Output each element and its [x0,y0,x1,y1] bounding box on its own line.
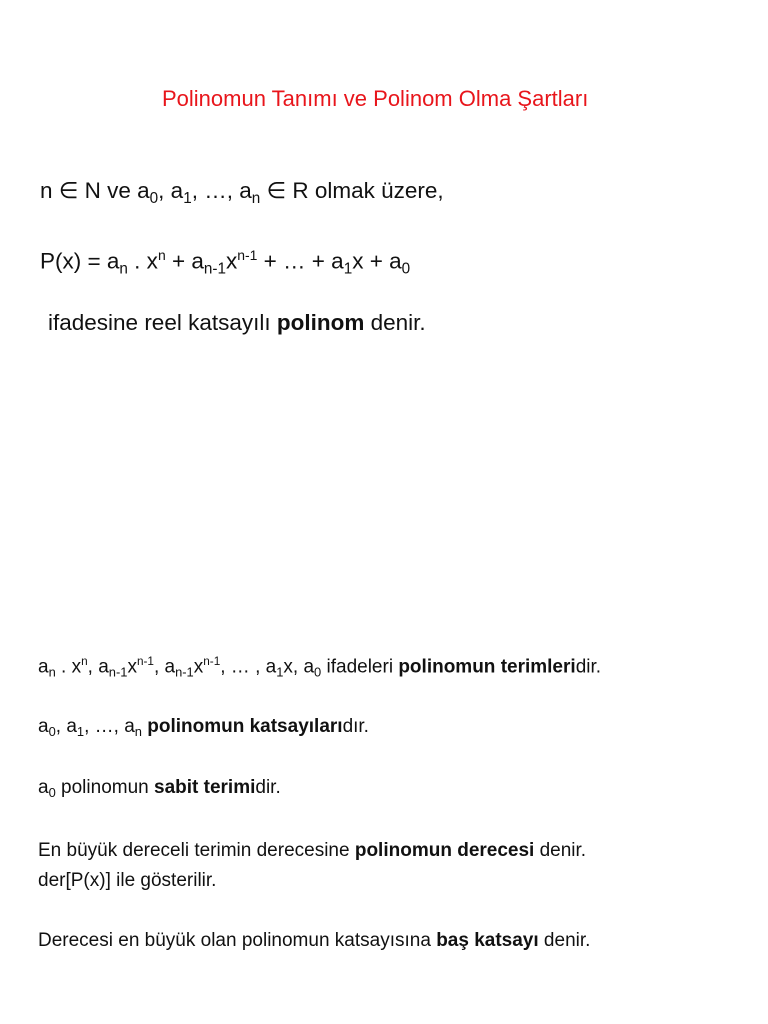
leading-coefficient-note: Derecesi en büyük olan polinomun katsayısına baş katsayı denir. [38,930,591,951]
degree-notation-note: der[P(x)] ile gösterilir. [38,870,217,891]
coefficients-note: $a_0$, $a_1$, …, $a_n$ polinomun katsayılarıdır. [38,716,369,740]
terms-note: $a_n$ . $x^n$, $a_{n-1}x^{n-1}$, $a_{n-1}x^{n-1}$, … , $a_1x$, $a_0$ ifadeleri polinomun terimleridir. [38,655,602,680]
constant-term-note: $a_0$ polinomun sabit terimidir. [38,777,281,801]
definition-line-1: n ∈ N ve $a_0$, $a_1$, …, $a_n$ ∈ R olmak üzere, [40,178,444,207]
polynomial-formula: $P(x) = a_n$ . $x^n + a_{n-1}x^{n-1}$ + … + $a_1x + a_0$ [40,247,411,278]
definition-line-3: ifadesine reel katsayılı polinom denir. [48,310,426,335]
degree-note: En büyük dereceli terimin derecesine polinomun derecesi denir. [38,840,587,861]
page-title: Polinomun Tanımı ve Polinom Olma Şartları [162,86,589,111]
